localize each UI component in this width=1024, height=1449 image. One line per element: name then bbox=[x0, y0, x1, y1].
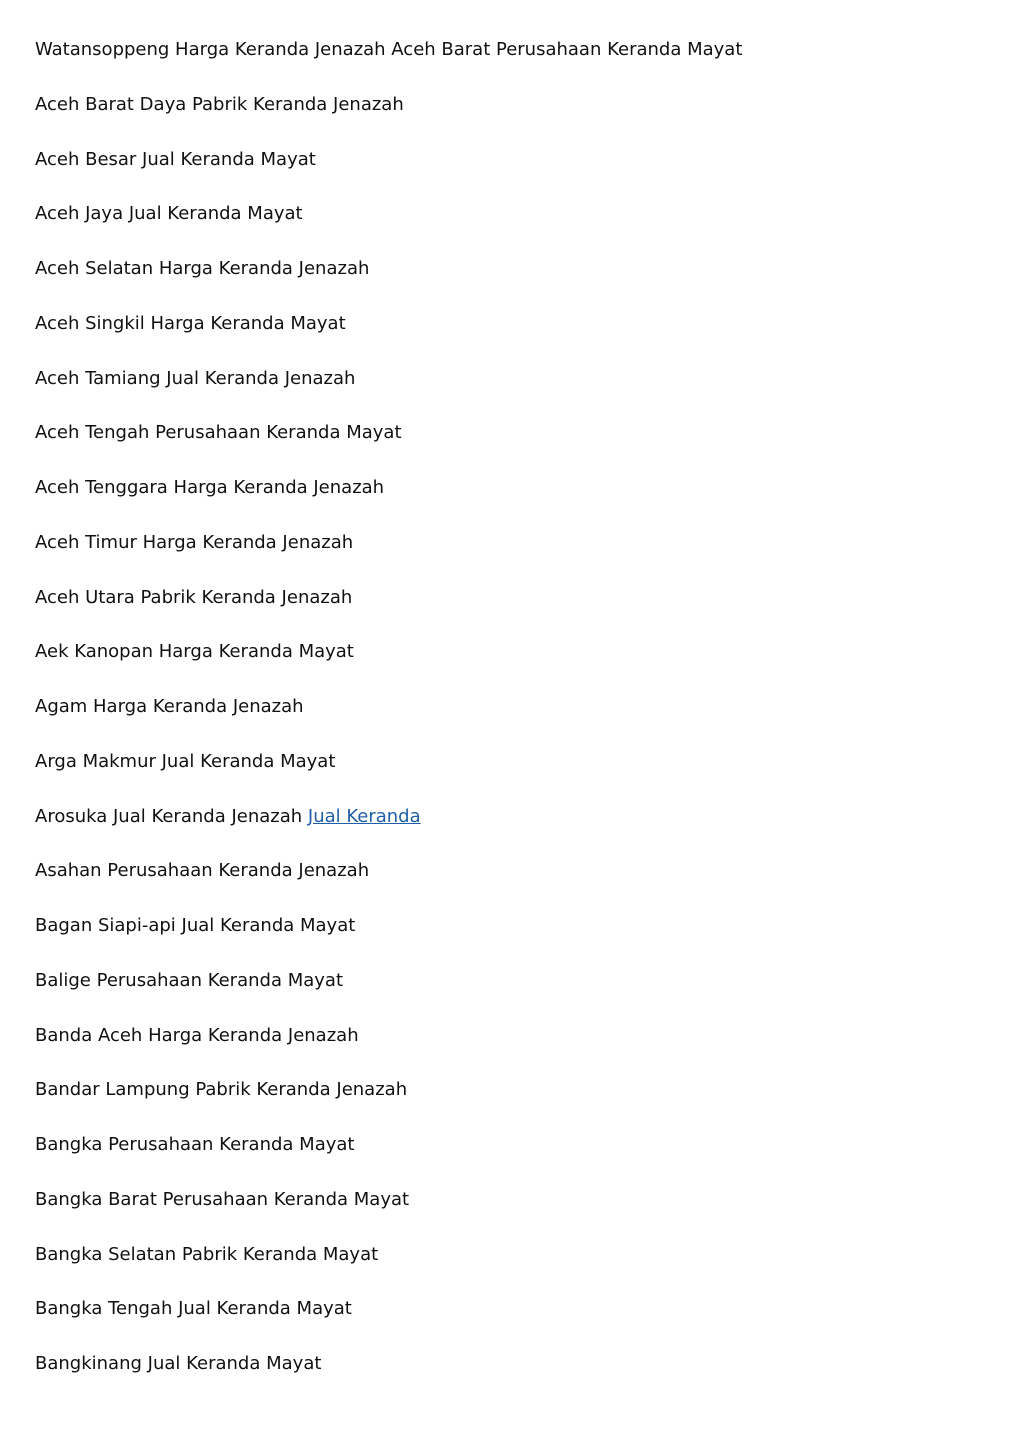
line-text: Watansoppeng Harga Keranda Jenazah Aceh Barat Perusahaan Keranda Mayat bbox=[35, 39, 743, 60]
text-line bbox=[35, 1022, 995, 1077]
text-line bbox=[35, 419, 995, 474]
text-line bbox=[35, 1350, 995, 1405]
text-line bbox=[35, 803, 995, 858]
line-text: Bandar Lampung Pabrik Keranda Jenazah bbox=[35, 1079, 408, 1101]
line-text: Arosuka Jual Keranda Jenazah bbox=[35, 805, 303, 827]
text-line bbox=[35, 146, 995, 201]
line-text: Balige Perusahaan Keranda Mayat bbox=[35, 969, 344, 991]
line-text: Bangka Selatan Pabrik Keranda Mayat bbox=[35, 1243, 379, 1265]
line-text: Aceh Selatan Harga Keranda Jenazah bbox=[35, 258, 370, 279]
line-text: Aceh Tamiang Jual Keranda Jenazah bbox=[35, 367, 356, 389]
text-line bbox=[35, 693, 995, 748]
text-line bbox=[35, 36, 995, 91]
text-line bbox=[35, 529, 995, 584]
line-text: Aceh Barat Daya Pabrik Keranda Jenazah bbox=[35, 93, 404, 115]
text-line bbox=[35, 912, 995, 967]
text-line bbox=[35, 967, 995, 1022]
text-line bbox=[35, 1295, 995, 1350]
line-text: Bangkinang Jual Keranda Mayat bbox=[35, 1353, 322, 1374]
line-text: Aceh Singkil Harga Keranda Mayat bbox=[35, 312, 346, 334]
line-text: Banda Aceh Harga Keranda Jenazah bbox=[35, 1024, 359, 1046]
line-text: Asahan Perusahaan Keranda Jenazah bbox=[35, 860, 370, 882]
text-line bbox=[35, 638, 995, 693]
line-text: Aceh Utara Pabrik Keranda Jenazah bbox=[35, 586, 353, 608]
text-line bbox=[35, 365, 995, 420]
line-text: Bagan Siapi-api Jual Keranda Mayat bbox=[35, 915, 356, 936]
text-line bbox=[35, 584, 995, 639]
text-line bbox=[35, 91, 995, 146]
line-text: Aceh Tenggara Harga Keranda Jenazah bbox=[35, 477, 385, 498]
jual-keranda-link[interactable]: Jual Keranda bbox=[307, 805, 421, 827]
document-body bbox=[35, 36, 995, 1405]
text-line bbox=[35, 1186, 995, 1241]
line-text: Arga Makmur Jual Keranda Mayat bbox=[35, 750, 336, 772]
text-line bbox=[35, 255, 995, 310]
text-line bbox=[35, 310, 995, 365]
line-text: Bangka Tengah Jual Keranda Mayat bbox=[35, 1298, 352, 1320]
text-line bbox=[35, 1131, 995, 1186]
line-text: Bangka Perusahaan Keranda Mayat bbox=[35, 1134, 355, 1155]
line-text: Aceh Timur Harga Keranda Jenazah bbox=[35, 531, 354, 553]
line-text: Bangka Barat Perusahaan Keranda Mayat bbox=[35, 1188, 410, 1210]
text-line bbox=[35, 1241, 995, 1296]
text-line bbox=[35, 200, 995, 255]
line-text: Aek Kanopan Harga Keranda Mayat bbox=[35, 641, 354, 663]
line-text: Aceh Jaya Jual Keranda Mayat bbox=[35, 203, 303, 225]
line-text: Agam Harga Keranda Jenazah bbox=[35, 696, 304, 717]
text-line bbox=[35, 474, 995, 529]
text-line bbox=[35, 857, 995, 912]
line-text: Aceh Tengah Perusahaan Keranda Mayat bbox=[35, 422, 402, 444]
text-line bbox=[35, 748, 995, 803]
line-text: Aceh Besar Jual Keranda Mayat bbox=[35, 148, 316, 170]
text-line bbox=[35, 1076, 995, 1131]
